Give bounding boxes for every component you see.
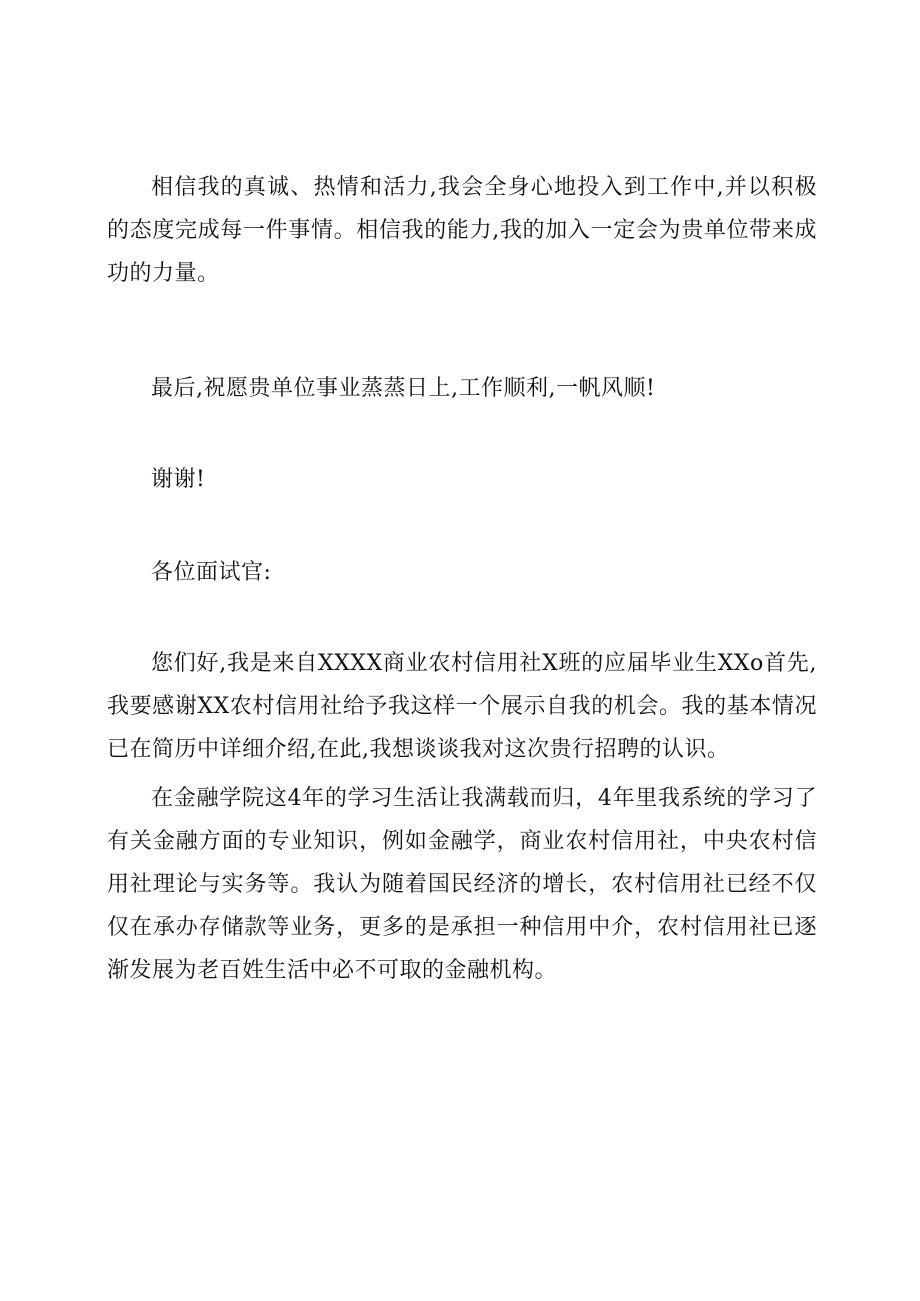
paragraph-education: 在金融学院这4年的学习生活让我满载而归，4年里我系统的学习了有关金融方面的专业知识，例如金融学，商业农村信用社，中央农村信用社理论与实务等。我认为随着国民经济的增长，农村信用社已经不仅仅在承办存储款等业务，更多的是承担一种信用中介，农村信用社已逐渐发展为老百姓生活中必不可取的金融机构。 <box>107 786 817 983</box>
paragraph-confidence: 相信我的真诚、热情和活力,我会全身心地投入到工作中,并以积极的态度完成每一件事情。相信我的能力,我的加入一定会为贵单位带来成功的力量。 <box>107 175 817 286</box>
paragraph-thanks: 谢谢! <box>151 467 206 492</box>
paragraph-wishes: 最后,祝愿贵单位事业蒸蒸日上,工作顺利,一帆风顺! <box>151 376 656 401</box>
paragraph-salutation: 各位面试官: <box>151 560 272 585</box>
paragraph-introduction: 您们好,我是来自XXXX商业农村信用社X班的应届毕业生XXo首先,我要感谢XX农村信用社给予我这样一个展示自我的机会。我的基本情况已在简历中详细介绍,在此,我想谈谈我对这次贵行招聘的认识。 <box>107 651 817 762</box>
